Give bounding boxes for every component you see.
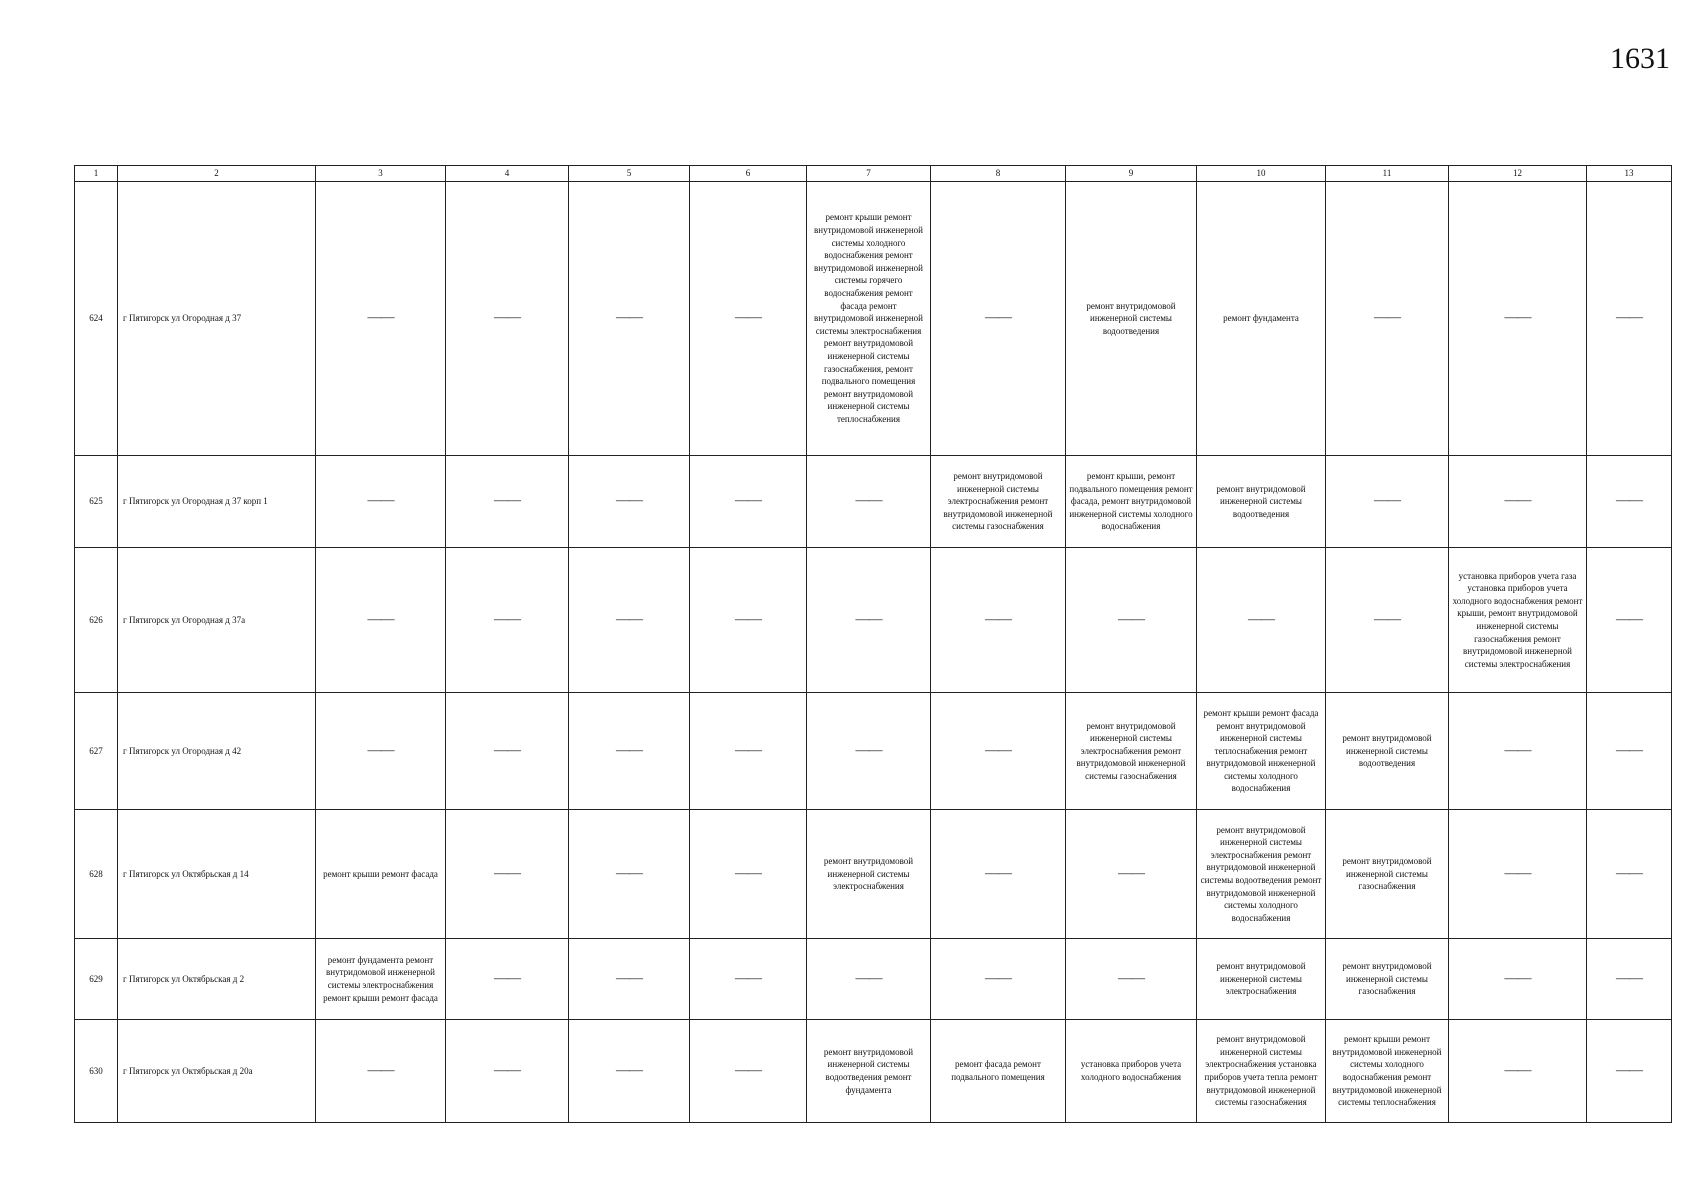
work-description-cell: ремонт внутридомовой инженерной системы газоснабжения — [1326, 810, 1449, 939]
page-number: 1631 — [1610, 42, 1670, 75]
empty-dash-cell: —— — [1587, 456, 1672, 548]
empty-dash-cell: —— — [931, 182, 1066, 456]
work-description-cell: ремонт внутридомовой инженерной системы электроснабжения установка приборов учета тепла ремонт внутридомовой инженерной системы газоснабжения — [1197, 1020, 1326, 1123]
address-cell: г Пятигорск ул Октябрьская д 20а — [118, 1020, 316, 1123]
empty-dash-cell: —— — [690, 939, 807, 1020]
column-header: 5 — [569, 166, 690, 182]
work-description-cell: ремонт внутридомовой инженерной системы электроснабжения ремонт внутридомовой инженерной системы газоснабжения — [1066, 693, 1197, 810]
repair-schedule-table — [74, 165, 1672, 1123]
work-description-cell: ремонт фасада ремонт подвального помещения — [931, 1020, 1066, 1123]
row-number-cell: 629 — [75, 939, 118, 1020]
empty-dash-cell: —— — [569, 548, 690, 693]
empty-dash-cell: —— — [1326, 456, 1449, 548]
empty-dash-cell: —— — [446, 548, 569, 693]
empty-dash-cell: —— — [569, 939, 690, 1020]
empty-dash-cell: —— — [1587, 939, 1672, 1020]
empty-dash-cell: —— — [807, 939, 931, 1020]
empty-dash-cell: —— — [1449, 182, 1587, 456]
empty-dash-cell: —— — [690, 810, 807, 939]
work-description-cell: ремонт внутридомовой инженерной системы электроснабжения ремонт внутридомовой инженерной системы водоотведения ремонт внутридомовой инженерной системы холодного водоснабжения — [1197, 810, 1326, 939]
empty-dash-cell: —— — [446, 939, 569, 1020]
column-header: 2 — [118, 166, 316, 182]
empty-dash-cell: —— — [931, 548, 1066, 693]
work-description-cell: ремонт внутридомовой инженерной системы водоотведения ремонт фундамента — [807, 1020, 931, 1123]
table-body — [75, 182, 1672, 1123]
address-cell: г Пятигорск ул Огородная д 37а — [118, 548, 316, 693]
empty-dash-cell: —— — [1449, 810, 1587, 939]
empty-dash-cell: —— — [1066, 939, 1197, 1020]
row-number-cell: 627 — [75, 693, 118, 810]
table-row — [75, 548, 1672, 693]
empty-dash-cell: —— — [1197, 548, 1326, 693]
column-header: 12 — [1449, 166, 1587, 182]
empty-dash-cell: —— — [807, 456, 931, 548]
empty-dash-cell: —— — [1587, 548, 1672, 693]
work-description-cell: ремонт внутридомовой инженерной системы водоотведения — [1197, 456, 1326, 548]
work-description-cell: ремонт фундамента ремонт внутридомовой инженерной системы электроснабжения ремонт крыши ремонт фасада — [316, 939, 446, 1020]
address-cell: г Пятигорск ул Огородная д 37 корп 1 — [118, 456, 316, 548]
column-number-row — [75, 166, 1672, 182]
table-row — [75, 456, 1672, 548]
empty-dash-cell: —— — [1587, 810, 1672, 939]
empty-dash-cell: —— — [690, 548, 807, 693]
address-cell: г Пятигорск ул Октябрьская д 14 — [118, 810, 316, 939]
column-header: 13 — [1587, 166, 1672, 182]
empty-dash-cell: —— — [1066, 810, 1197, 939]
empty-dash-cell: —— — [569, 810, 690, 939]
column-header: 3 — [316, 166, 446, 182]
column-header: 11 — [1326, 166, 1449, 182]
table-header — [75, 166, 1672, 182]
work-description-cell: установка приборов учета холодного водоснабжения — [1066, 1020, 1197, 1123]
empty-dash-cell: —— — [931, 810, 1066, 939]
empty-dash-cell: —— — [446, 456, 569, 548]
empty-dash-cell: —— — [690, 456, 807, 548]
empty-dash-cell: —— — [1449, 939, 1587, 1020]
address-cell: г Пятигорск ул Огородная д 37 — [118, 182, 316, 456]
table-row — [75, 693, 1672, 810]
column-header: 1 — [75, 166, 118, 182]
column-header: 8 — [931, 166, 1066, 182]
row-number-cell: 626 — [75, 548, 118, 693]
empty-dash-cell: —— — [569, 182, 690, 456]
empty-dash-cell: —— — [1587, 693, 1672, 810]
empty-dash-cell: —— — [1326, 182, 1449, 456]
row-number-cell: 625 — [75, 456, 118, 548]
empty-dash-cell: —— — [807, 693, 931, 810]
work-description-cell: ремонт крыши ремонт внутридомовой инженерной системы холодного водоснабжения ремонт внутридомовой инженерной системы горячего водоснабжения ремонт фасада ремонт внутридомовой инженерной системы электроснабжения ремонт внутридомовой инженерной системы газоснабжения, ремонт подвального помещения ремонт внутридомовой инженерной системы теплоснабжения — [807, 182, 931, 456]
empty-dash-cell: —— — [1449, 1020, 1587, 1123]
empty-dash-cell: —— — [1066, 548, 1197, 693]
row-number-cell: 630 — [75, 1020, 118, 1123]
empty-dash-cell: —— — [931, 693, 1066, 810]
empty-dash-cell: —— — [1587, 182, 1672, 456]
row-number-cell: 624 — [75, 182, 118, 456]
empty-dash-cell: —— — [316, 693, 446, 810]
empty-dash-cell: —— — [1587, 1020, 1672, 1123]
work-description-cell: ремонт крыши ремонт фасада — [316, 810, 446, 939]
work-description-cell: ремонт внутридомовой инженерной системы газоснабжения — [1326, 939, 1449, 1020]
work-description-cell: ремонт крыши ремонт фасада ремонт внутридомовой инженерной системы теплоснабжения ремонт внутридомовой инженерной системы холодного водоснабжения — [1197, 693, 1326, 810]
empty-dash-cell: —— — [316, 456, 446, 548]
empty-dash-cell: —— — [446, 1020, 569, 1123]
row-number-cell: 628 — [75, 810, 118, 939]
work-description-cell: ремонт фундамента — [1197, 182, 1326, 456]
empty-dash-cell: —— — [1326, 548, 1449, 693]
column-header: 4 — [446, 166, 569, 182]
column-header: 10 — [1197, 166, 1326, 182]
column-header: 9 — [1066, 166, 1197, 182]
table-row — [75, 182, 1672, 456]
empty-dash-cell: —— — [446, 810, 569, 939]
work-description-cell: ремонт внутридомовой инженерной системы электроснабжения ремонт внутридомовой инженерной системы газоснабжения — [931, 456, 1066, 548]
address-cell: г Пятигорск ул Октябрьская д 2 — [118, 939, 316, 1020]
table-row — [75, 1020, 1672, 1123]
empty-dash-cell: —— — [316, 548, 446, 693]
empty-dash-cell: —— — [316, 182, 446, 456]
work-description-cell: ремонт внутридомовой инженерной системы электроснабжения — [807, 810, 931, 939]
table-row — [75, 939, 1672, 1020]
column-header: 6 — [690, 166, 807, 182]
empty-dash-cell: —— — [569, 456, 690, 548]
work-description-cell: установка приборов учета газа установка приборов учета холодного водоснабжения ремонт крыши, ремонт внутридомовой инженерной системы газоснабжения ремонт внутридомовой инженерной системы электроснабжения — [1449, 548, 1587, 693]
work-description-cell: ремонт внутридомовой инженерной системы электроснабжения — [1197, 939, 1326, 1020]
empty-dash-cell: —— — [446, 693, 569, 810]
empty-dash-cell: —— — [1449, 456, 1587, 548]
address-cell: г Пятигорск ул Огородная д 42 — [118, 693, 316, 810]
column-header: 7 — [807, 166, 931, 182]
empty-dash-cell: —— — [569, 1020, 690, 1123]
empty-dash-cell: —— — [446, 182, 569, 456]
empty-dash-cell: —— — [690, 182, 807, 456]
work-description-cell: ремонт крыши, ремонт подвального помещения ремонт фасада, ремонт внутридомовой инженерной системы холодного водоснабжения — [1066, 456, 1197, 548]
empty-dash-cell: —— — [931, 939, 1066, 1020]
work-description-cell: ремонт крыши ремонт внутридомовой инженерной системы холодного водоснабжения ремонт внутридомовой инженерной системы теплоснабжения — [1326, 1020, 1449, 1123]
empty-dash-cell: —— — [690, 1020, 807, 1123]
work-description-cell: ремонт внутридомовой инженерной системы водоотведения — [1326, 693, 1449, 810]
empty-dash-cell: —— — [316, 1020, 446, 1123]
empty-dash-cell: —— — [690, 693, 807, 810]
table-row — [75, 810, 1672, 939]
empty-dash-cell: —— — [807, 548, 931, 693]
empty-dash-cell: —— — [569, 693, 690, 810]
empty-dash-cell: —— — [1449, 693, 1587, 810]
work-description-cell: ремонт внутридомовой инженерной системы водоотведения — [1066, 182, 1197, 456]
